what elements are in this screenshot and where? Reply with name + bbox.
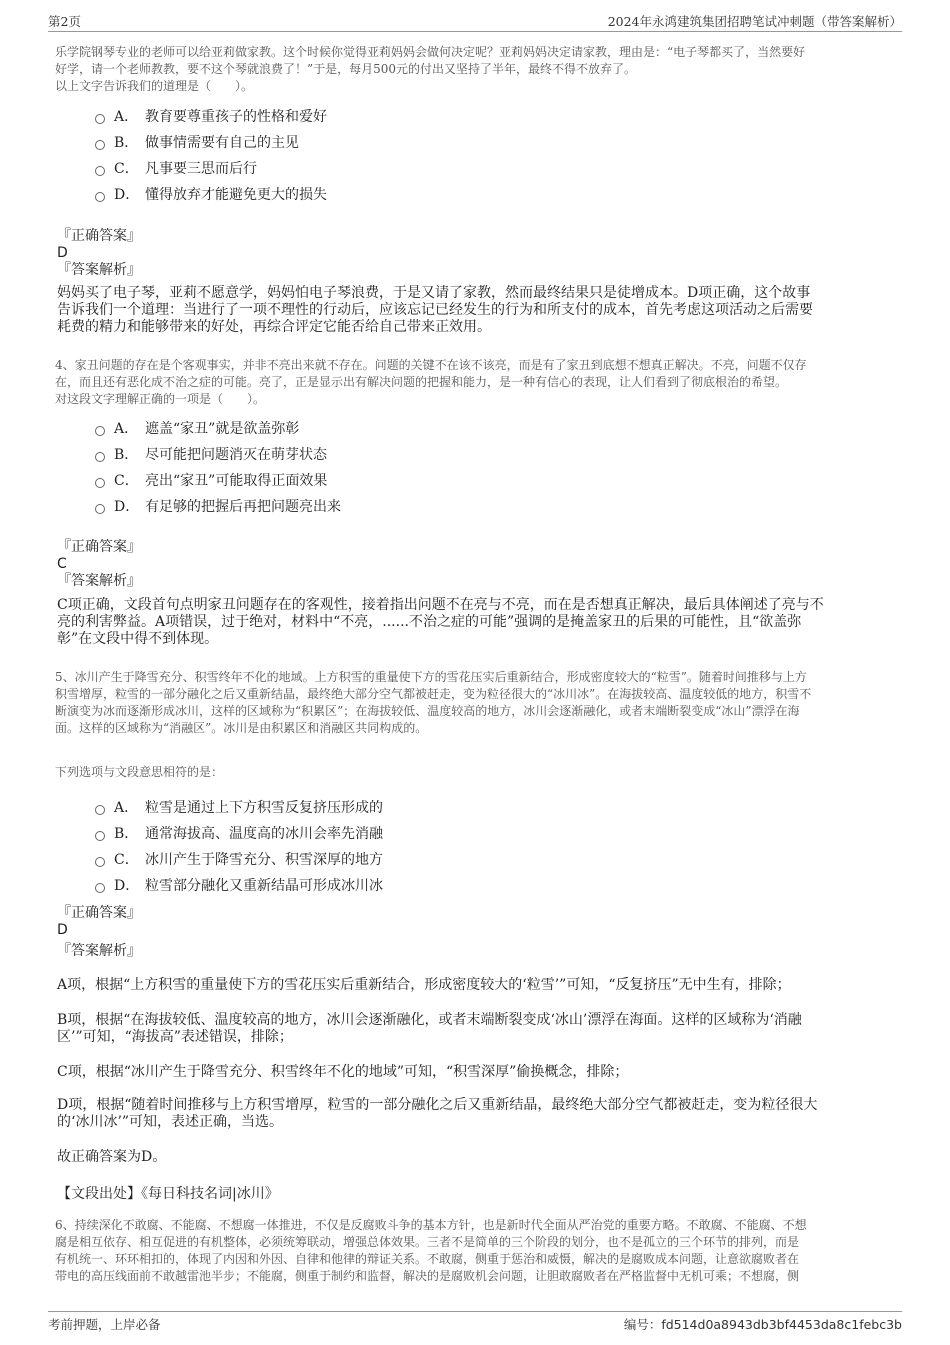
question-4-answer <box>57 539 897 590</box>
analysis-heading: 『答案解析』 <box>57 262 141 278</box>
stem-line: 6、持续深化不敢腐、不能腐、不想腐一体推进，不仅是反腐败斗争的基本方针，也是新时代全面从严治党的重要方略。不敢腐、不能腐、不想 <box>55 1218 807 1232</box>
analysis-option-b <box>57 1012 895 1046</box>
question-6-stem <box>55 1217 895 1285</box>
analysis-line: D项，根据“随着时间推移与上方积雪增厚，粒雪的一部分融化之后又重新结晶，最终绝大部分空气都被赶走，变为粒径很大 <box>57 1097 818 1113</box>
page-header <box>48 8 902 30</box>
question-3-analysis <box>57 285 895 336</box>
radio-icon[interactable] <box>95 883 105 893</box>
option-c[interactable]: C． 凡事要三思而后行 <box>95 155 875 181</box>
stem-line: 在，而且还有恶化成不治之症的可能。亮了，正是显示出有解决问题的把握和能力，是一种有信心的表现，让人们看到了彻底根治的希望。 <box>55 375 788 389</box>
question-4-analysis <box>57 597 895 648</box>
document-id: 编号：fd514d0a8943db3bf4453da8c1febc3b <box>623 1317 902 1332</box>
option-a[interactable]: A． 粒雪是通过上下方积雪反复挤压形成的 <box>95 794 875 820</box>
option-b[interactable]: B． 做事情需要有自己的主见 <box>95 129 875 155</box>
radio-icon[interactable] <box>95 831 105 841</box>
option-d[interactable]: D． 有足够的把握后再把问题亮出来 <box>95 493 875 519</box>
option-a[interactable]: A． 教育要尊重孩子的性格和爱好 <box>95 103 875 129</box>
stem-line: 好学，请一个老师教教，要不这个琴就浪费了！”于是，每月500元的付出又坚持了半年，最终不得不放弃了。 <box>55 62 637 76</box>
radio-icon[interactable] <box>95 426 105 436</box>
stem-line: 腐是相互依存、相互促进的有机整体，必须统筹联动，增强总体效果。三者不是简单的三个阶段的划分，也不是孤立的三个环节的排列，而是 <box>55 1235 800 1249</box>
stem-line: 带电的高压线面前不敢越雷池半步；不能腐，侧重于制约和监督，解决的是腐败机会问题，让胆敢腐败者在严格监督中无机可乘；不想腐，侧 <box>55 1269 800 1283</box>
analysis-heading: 『答案解析』 <box>57 943 141 959</box>
analysis-heading: 『答案解析』 <box>57 573 141 589</box>
analysis-line: 亮的利害弊益。A项错误，过于绝对，材料中“不亮，......不治之症的可能”强调的是掩盖家丑的后果的可能性，且“欲盖弥 <box>57 614 802 630</box>
answer-value: D <box>57 922 68 938</box>
source-citation: 【文段出处】《每日科技名词|冰川》 <box>57 1186 279 1202</box>
footer-slogan: 考前押题，上岸必备 <box>48 1317 161 1332</box>
question-5-prompt <box>55 764 895 781</box>
stem-line: 断演变为冰而逐渐形成冰川，这样的区域称为“积累区”；在海拔较低、温度较高的地方，冰川会逐渐融化，或者末端断裂变成“冰山”漂浮在海 <box>55 704 800 718</box>
radio-icon[interactable] <box>95 805 105 815</box>
analysis-line: 告诉我们一个道理：当进行了一项不理性的行动后，应该忘记已经发生的行为和所支付的成本，首先考虑这项活动之后需要 <box>57 302 813 318</box>
option-c[interactable]: C． 冰川产生于降雪充分、积雪深厚的地方 <box>95 846 875 872</box>
analysis-line: 彰”在文段中得不到体现。 <box>57 631 219 647</box>
analysis-line: 区’”可知，“海拔高”表述错误，排除； <box>57 1029 293 1045</box>
page-number: 第2页 <box>48 14 81 29</box>
radio-icon[interactable] <box>95 504 105 514</box>
option-c[interactable]: C． 亮出“家丑”可能取得正面效果 <box>95 467 875 493</box>
analysis-line: A项，根据“上方积雪的重量使下方的雪花压实后重新结合，形成密度较大的‘粒雪’”可知，“反复挤压”无中生有，排除； <box>57 977 791 993</box>
stem-line: 面。这样的区域称为“消融区”。冰川是由积累区和消融区共同构成的。 <box>55 721 428 735</box>
question-3-options <box>95 103 875 207</box>
question-5-answer <box>57 905 897 960</box>
question-prompt: 下列选项与文段意思相符的是： <box>55 765 224 779</box>
analysis-option-a <box>57 977 895 994</box>
radio-icon[interactable] <box>95 166 105 176</box>
stem-line: 积雪增厚，粒雪的一部分融化之后又重新结晶，最终绝大部分空气都被赶走，变为粒径很大的“冰川冰”。在海拔较高、温度较低的地方，积雪不 <box>55 687 812 701</box>
analysis-line: 故正确答案为D。 <box>57 1149 167 1165</box>
question-4-options <box>95 415 875 519</box>
answer-heading: 『正确答案』 <box>57 228 141 244</box>
analysis-line: C项，根据“冰川产生于降雪充分、积雪终年不化的地域”可知，“积雪深厚”偷换概念，排除； <box>57 1064 629 1080</box>
radio-icon[interactable] <box>95 192 105 202</box>
option-d[interactable]: D． 懂得放弃才能避免更大的损失 <box>95 181 875 207</box>
analysis-line: 妈妈买了电子琴，亚莉不愿意学，妈妈怕电子琴浪费，于是又请了家教，然而最终结果只是徒增成本。D项正确，这个故事 <box>57 285 811 301</box>
radio-icon[interactable] <box>95 452 105 462</box>
document-title: 2024年永鸿建筑集团招聘笔试冲刺题（带答案解析） <box>607 14 902 29</box>
footer-divider <box>48 1311 902 1312</box>
stem-line: 有机统一、环环相扣的，体现了内因和外因、自律和他律的辩证关系。不敢腐，侧重于惩治和威慑，解决的是腐败成本问题，让意欲腐败者在 <box>55 1252 800 1266</box>
question-4-stem <box>55 357 895 408</box>
header-divider <box>48 31 902 32</box>
answer-value: D <box>57 245 68 261</box>
radio-icon[interactable] <box>95 478 105 488</box>
question-3-answer <box>57 228 897 279</box>
analysis-option-c <box>57 1064 895 1081</box>
stem-line: 以上文字告诉我们的道理是（ ）。 <box>55 79 254 93</box>
stem-line: 乐学院钢琴专业的老师可以给亚莉做家教。这个时候你觉得亚莉妈妈会做何决定呢？亚莉妈妈决定请家教，理由是：“电子琴都买了，当然要好 <box>55 45 806 59</box>
stem-line: 对这段文字理解正确的一项是（ ）。 <box>55 392 266 406</box>
answer-heading: 『正确答案』 <box>57 905 141 921</box>
option-d[interactable]: D． 粒雪部分融化又重新结晶可形成冰川冰 <box>95 872 875 898</box>
answer-heading: 『正确答案』 <box>57 539 141 555</box>
stem-line: 5、冰川产生于降雪充分、积雪终年不化的地域。上方积雪的重量使下方的雪花压实后重新结合，形成密度较大的“粒雪”。随着时间推移与上方 <box>55 670 807 684</box>
question-5-options <box>95 794 875 898</box>
radio-icon[interactable] <box>95 140 105 150</box>
question-5-stem <box>55 669 895 737</box>
stem-line: 4、家丑问题的存在是个客观事实，并非不亮出来就不存在。问题的关键不在该不该亮，而是有了家丑到底想不想真正解决。不亮，问题不仅存 <box>55 358 807 372</box>
question-3-stem <box>55 44 895 95</box>
option-b[interactable]: B． 通常海拔高、温度高的冰川会率先消融 <box>95 820 875 846</box>
analysis-line: C项正确，文段首句点明家丑问题存在的客观性，接着指出问题不在亮与不亮，而在是否想真正解决，最后具体阐述了亮与不 <box>57 597 824 613</box>
analysis-conclusion <box>57 1149 895 1166</box>
analysis-line: 的‘冰川冰’”可知，表述正确，当选。 <box>57 1114 284 1130</box>
option-b[interactable]: B． 尽可能把问题消灭在萌芽状态 <box>95 441 875 467</box>
analysis-line: 耗费的精力和能够带来的好处，再综合评定它能否给自己带来正效用。 <box>57 319 491 335</box>
analysis-line: B项，根据“在海拔较低、温度较高的地方，冰川会逐渐融化，或者末端断裂变成‘冰山’漂浮在海面。这样的区域称为‘消融 <box>57 1012 802 1028</box>
radio-icon[interactable] <box>95 114 105 124</box>
analysis-option-d <box>57 1097 895 1131</box>
option-a[interactable]: A． 遮盖“家丑”就是欲盖弥彰 <box>95 415 875 441</box>
answer-value: C <box>57 556 67 572</box>
radio-icon[interactable] <box>95 857 105 867</box>
